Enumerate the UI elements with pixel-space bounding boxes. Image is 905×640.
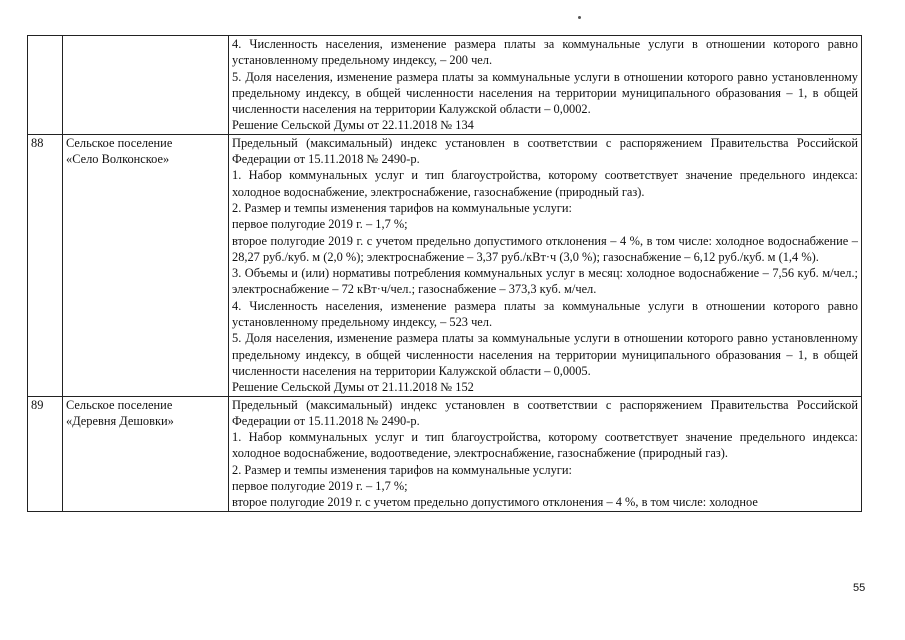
table-row [28, 134, 862, 396]
paragraph: второе полугодие 2019 г. с учетом предельно допустимого отклонения – 4 %, в том числе: холодное [232, 495, 758, 510]
page-number: 55 [853, 582, 866, 594]
paragraph: первое полугодие 2019 г. – 1,7 %; [232, 479, 408, 494]
table-row [28, 396, 862, 511]
paragraph: 4. Численность населения, изменение размера платы за коммунальные услуги в отношении которого равно установленному предельному индексу, – 200 чел. [232, 37, 858, 68]
paragraph: 5. Доля населения, изменение размера платы за коммунальные услуги в отношении которого равно установленному предельному индексу, в общей численности населения на территории муниципального образования – 1, в общей численности населения на территории Калужской области – 0,0005. [232, 331, 858, 378]
scan-speck [578, 16, 581, 19]
municipality-name: Сельское поселение «Деревня Дешовки» [63, 396, 229, 511]
paragraph: 3. Объемы и (или) нормативы потребления коммунальных услуг в месяц: холодное водоснабжение – 7,56 куб. м/чел.; электроснабжение – 72 кВт·ч/чел.; газоснабжение – 373,3 куб. м/чел. [232, 266, 858, 297]
paragraph: 2. Размер и темпы изменения тарифов на коммунальные услуги: [232, 200, 572, 215]
index-description [229, 396, 862, 511]
paragraph: 5. Доля населения, изменение размера платы за коммунальные услуги в отношении которого равно установленному предельному индексу, в общей численности населения на территории муниципального образования – 1, в общей численности населения на территории Калужской области – 0,0002. [232, 69, 858, 117]
paragraph: 4. Численность населения, изменение размера платы за коммунальные услуги в отношении которого равно установленному предельному индексу, – 523 чел. [232, 298, 858, 330]
index-description [229, 36, 862, 135]
row-number [28, 36, 63, 135]
row-number: 89 [28, 396, 63, 511]
decision-reference: Решение Сельской Думы от 21.11.2018 № 152 [232, 380, 474, 395]
paragraph: 1. Набор коммунальных услуг и тип благоустройства, которому соответствует значение предельного индекса: холодное водоснабжение, электроснабжение, газоснабжение (природный газ). [232, 168, 858, 199]
paragraph: первое полугодие 2019 г. – 1,7 %; [232, 217, 408, 232]
municipality-name: Сельское поселение «Село Волконское» [63, 134, 229, 396]
municipal-index-table [27, 35, 862, 512]
decision-reference: Решение Сельской Думы от 22.11.2018 № 134 [232, 118, 474, 133]
paragraph: Предельный (максимальный) индекс установлен в соответствии с распоряжением Правительства Российской Федерации от 15.11.2018 № 2490-р. [232, 397, 858, 428]
index-description [229, 134, 862, 396]
paragraph: второе полугодие 2019 г. с учетом предельно допустимого отклонения – 4 %, в том числе: холодное водоснабжение – 28,27 руб./куб. м (2,0 %); электроснабжение – 3,37 руб./кВт·ч (3,0 %); газоснабжение – 6,12 руб./куб. м (1,4 %). [232, 233, 858, 264]
paragraph: 2. Размер и темпы изменения тарифов на коммунальные услуги: [232, 462, 572, 477]
paragraph: Предельный (максимальный) индекс установлен в соответствии с распоряжением Правительства Российской Федерации от 15.11.2018 № 2490-р. [232, 135, 858, 167]
paragraph: 1. Набор коммунальных услуг и тип благоустройства, которому соответствует значение предельного индекса: холодное водоснабжение, водоотведение, электроснабжение, газоснабжение (природный газ). [232, 430, 858, 461]
row-number: 88 [28, 134, 63, 396]
table-row [28, 36, 862, 135]
municipality-name [63, 36, 229, 135]
